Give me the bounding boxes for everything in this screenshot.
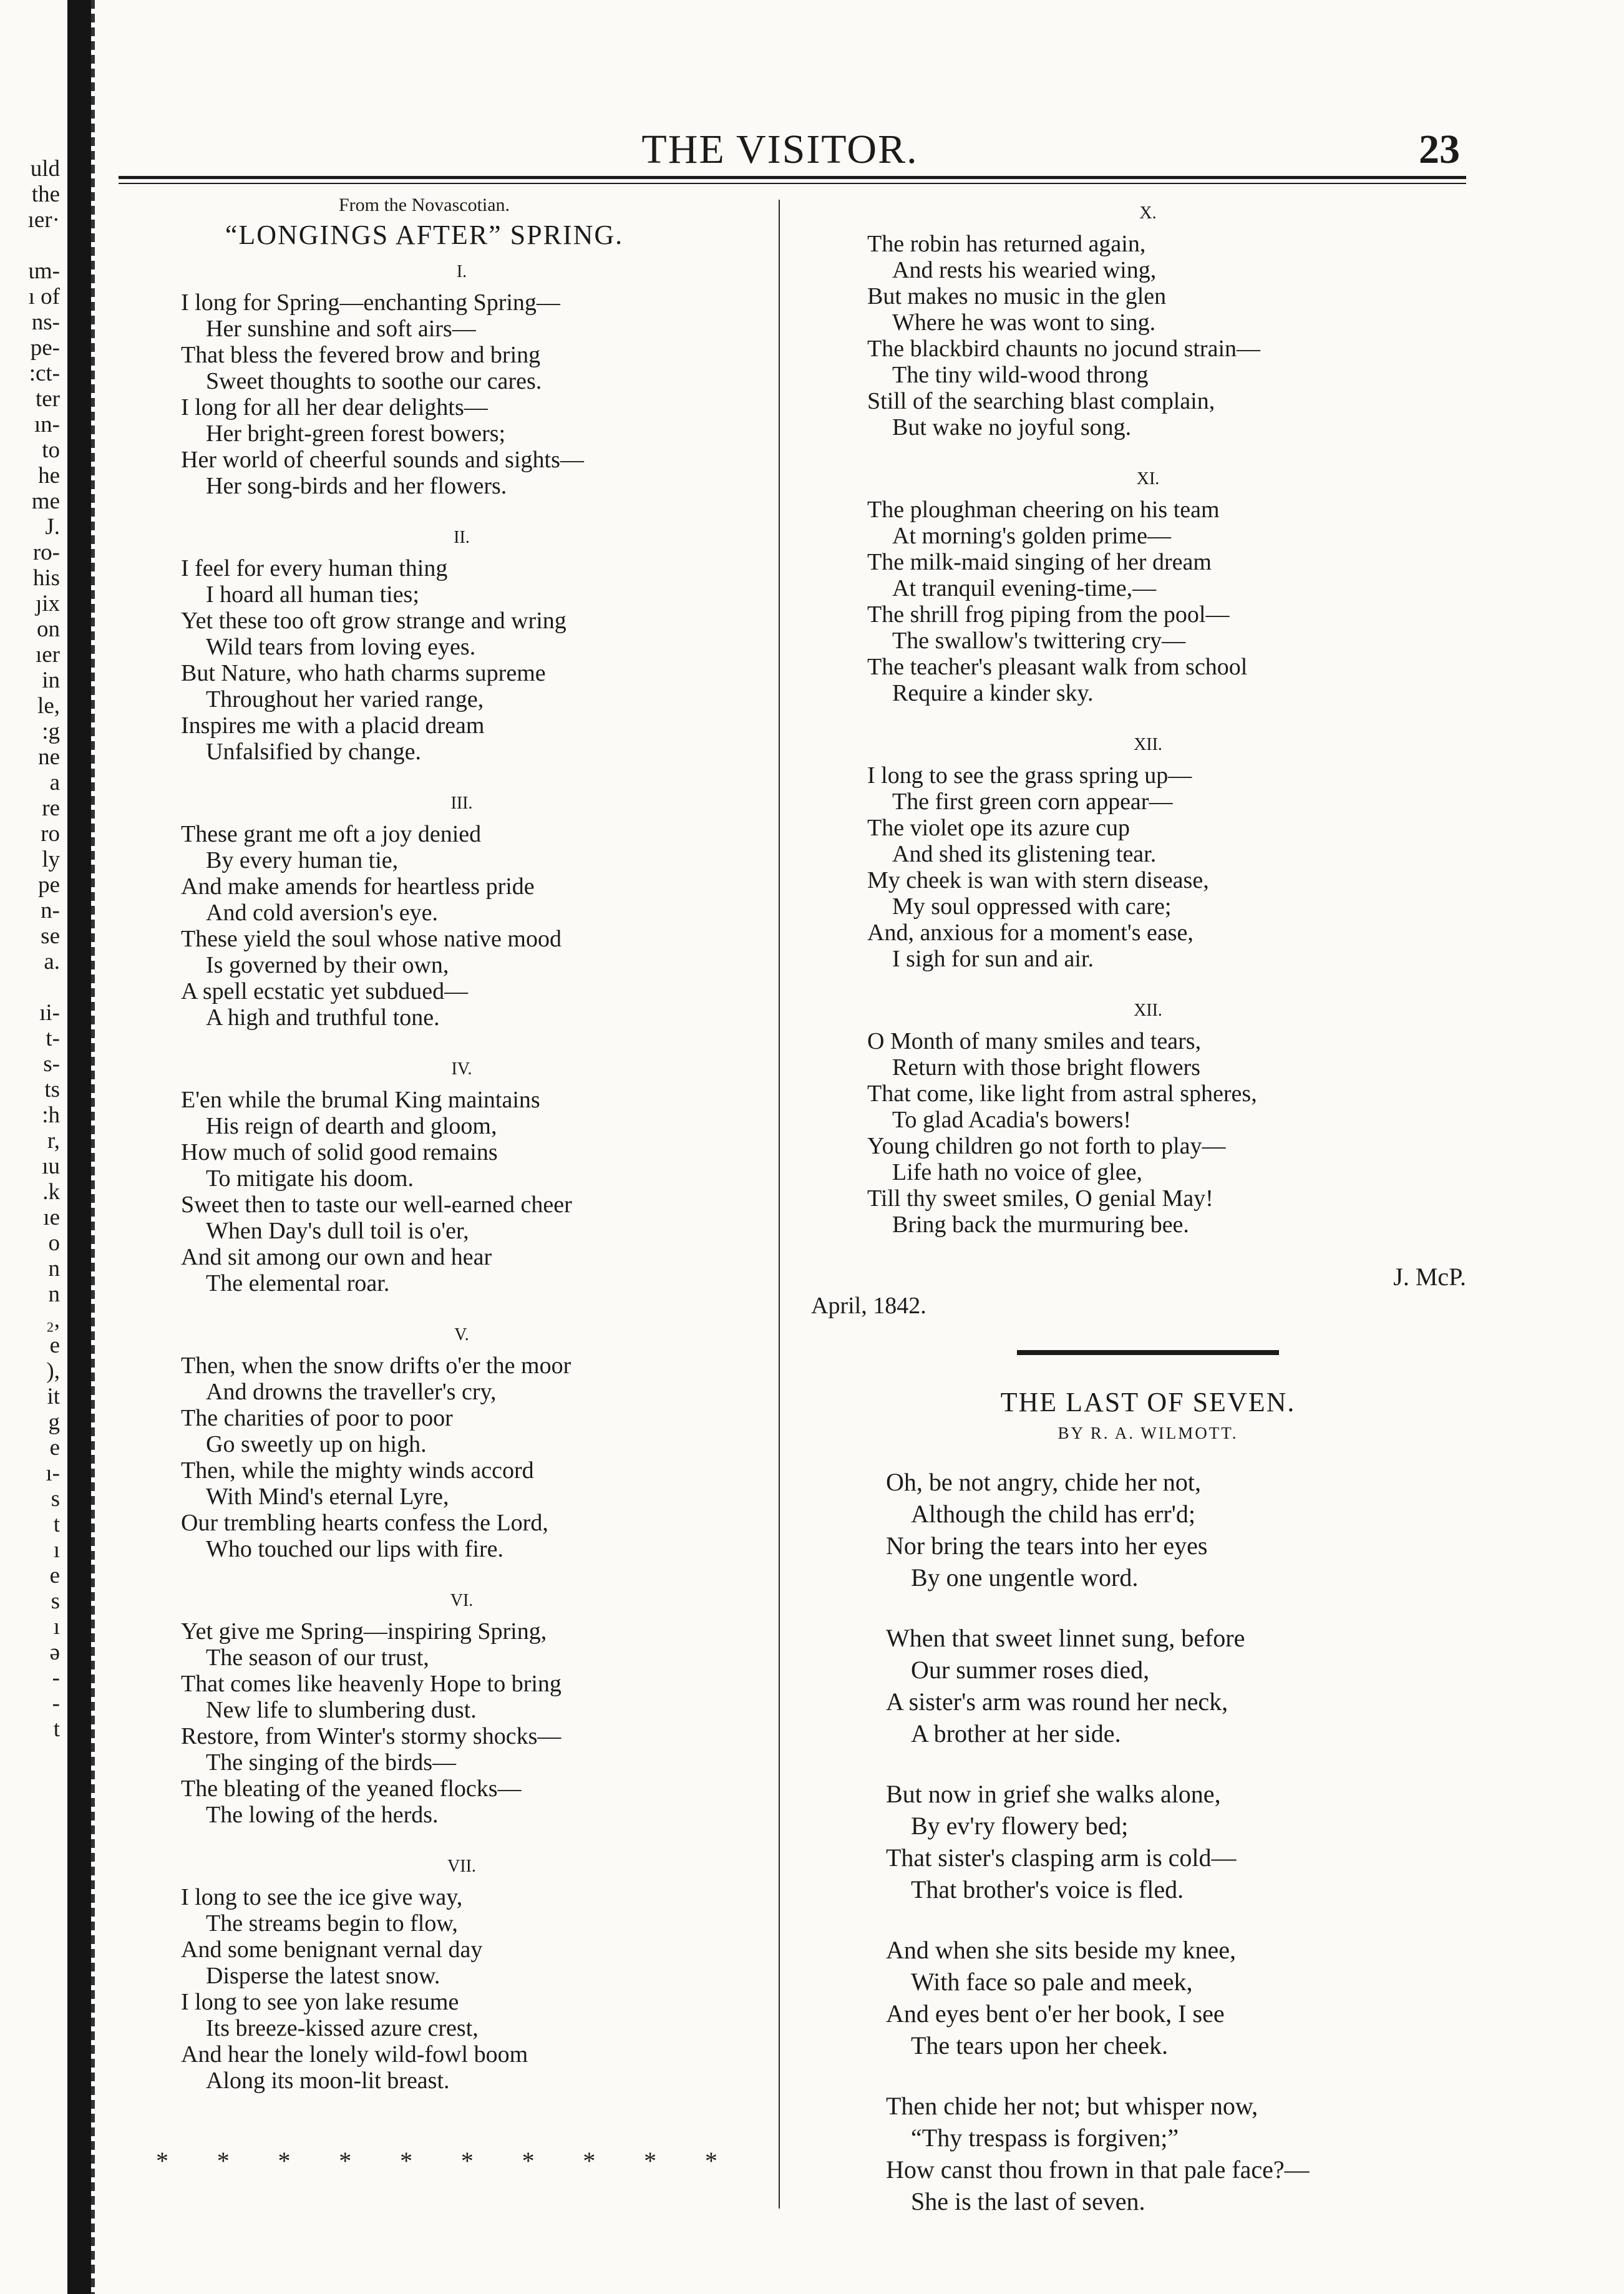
page-number: 23 (1419, 127, 1460, 172)
facing-page-fragment: ter (35, 386, 60, 412)
star-ornament: * (460, 2147, 474, 2175)
verse-line: A high and truthful tone. (206, 1004, 440, 1031)
poem-title: “LONGINGS AFTER” SPRING. (225, 220, 624, 250)
verse-line: E'en while the brumal King maintains (181, 1087, 540, 1113)
facing-page-fragment: n (48, 1281, 60, 1307)
verse-line: Then, when the snow drifts o'er the moor (181, 1353, 571, 1379)
facing-page-fragment: ı (53, 1537, 60, 1563)
verse-line: Our summer roses died, (911, 1656, 1150, 1684)
facing-page-fragment: ly (42, 847, 60, 872)
verse-line: But makes no music in the glen (867, 283, 1167, 309)
verse-line: My soul oppressed with care; (892, 893, 1172, 920)
facing-page-fragment: ro (41, 821, 60, 847)
facing-page-fragment: o (48, 1230, 60, 1256)
verse-line: Yet give me Spring—inspiring Spring, (181, 1618, 547, 1645)
verse-line: The elemental roar. (206, 1270, 390, 1296)
facing-page-fragment: :h (42, 1102, 60, 1128)
verse-line: The charities of poor to poor (181, 1405, 453, 1431)
facing-page-fragment: n (48, 1256, 60, 1281)
stanza-number: XI. (1136, 469, 1160, 488)
verse-line: I long to see the ice give way, (181, 1884, 463, 1910)
facing-page-fragment: ts (44, 1077, 60, 1102)
running-head-title: THE VISITOR. (641, 127, 918, 172)
stanza (181, 1087, 742, 1296)
facing-page-fragment: his (32, 565, 60, 591)
verse-line: Young children go not forth to play— (867, 1133, 1226, 1159)
stanza (181, 1884, 742, 2094)
facing-page-fragment: ₂, (46, 1307, 60, 1333)
running-head (125, 125, 1460, 175)
verse-line: Nor bring the tears into her eyes (886, 1532, 1208, 1560)
facing-page-fragment: ns- (31, 309, 60, 335)
verse-line: And drowns the traveller's cry, (206, 1379, 497, 1405)
star-ornament: * (216, 2147, 230, 2175)
poem2-byline: BY R. A. WILMOTT. (1058, 1424, 1238, 1442)
facing-page-fragment: ı- (46, 1460, 60, 1486)
stanza-number: III. (450, 794, 473, 813)
verse-line: To mitigate his doom. (206, 1165, 414, 1192)
facing-page-fragments (0, 156, 65, 1742)
facing-page-fragment: ıer· (27, 207, 60, 233)
facing-page-fragment: ı of (28, 284, 60, 309)
facing-page-fragment: g (48, 1409, 60, 1435)
facing-page-fragment: re (42, 795, 60, 821)
facing-page-fragment: t- (46, 1026, 60, 1051)
verse-line: Sweet thoughts to soothe our cares. (206, 368, 542, 394)
facing-page-fragment: s (51, 1486, 60, 1512)
facing-page-fragment: to (42, 437, 60, 463)
facing-page-fragment: le, (37, 693, 60, 719)
verse-line: And make amends for heartless pride (181, 873, 535, 900)
verse-line: Her bright-green forest bowers; (206, 420, 506, 447)
facing-page-fragment: ıu (42, 1154, 60, 1179)
left-stanzas (181, 258, 742, 2094)
verse-line: “Thy trespass is forgiven;” (911, 2124, 1179, 2152)
verse-line: Disperse the latest snow. (206, 1963, 440, 1989)
verse-line: That brother's voice is fled. (911, 1875, 1184, 1903)
star-ornament: * (644, 2147, 657, 2175)
verse-line: Who touched our lips with fire. (206, 1536, 504, 1562)
verse-line: And hear the lonely wild-fowl boom (181, 2041, 528, 2068)
star-ornament: * (278, 2147, 291, 2175)
verse-line: And when she sits beside my knee, (886, 1936, 1237, 1964)
facing-page-fragment: a (49, 770, 60, 795)
verse-line: And some benignant vernal day (181, 1937, 483, 1963)
verse-line: The milk-maid singing of her dream (867, 549, 1212, 575)
facing-page-fragment: :ct- (29, 361, 60, 386)
verse-line: The bleating of the yeaned flocks— (181, 1776, 522, 1802)
star-ornament: * (156, 2147, 168, 2175)
verse-line: The first green corn appear— (892, 789, 1173, 815)
star-ornament: * (339, 2147, 352, 2175)
verse-line: The ploughman cheering on his team (867, 497, 1220, 523)
facing-page-fragment: a. (44, 949, 60, 974)
verse-line: By ev'ry flowery bed; (911, 1812, 1129, 1840)
stanza-number: II. (454, 528, 470, 547)
facing-page-fragment: ıe (43, 1205, 60, 1230)
facing-page-fragment: t (53, 1716, 60, 1742)
verse-line: I long for Spring—enchanting Spring— (181, 289, 560, 316)
facing-page-fragment: in (42, 668, 60, 693)
facing-page-fragment: ), (46, 1358, 60, 1384)
header-rule-thin (119, 183, 1466, 184)
verse-line: Yet these too oft grow strange and wring (181, 608, 566, 634)
verse-line: That comes like heavenly Hope to bring (181, 1671, 562, 1697)
verse-line: That sister's clasping arm is cold— (886, 1844, 1237, 1872)
verse-line: How canst thou frown in that pale face?— (886, 2155, 1310, 2184)
verse-line: Her sunshine and soft airs— (206, 316, 476, 342)
stanza (181, 555, 742, 765)
verse-line: By every human tie, (206, 847, 399, 873)
verse-line: But now in grief she walks alone, (886, 1780, 1221, 1808)
stanza-number: X. (1139, 203, 1157, 223)
facing-page-fragment: uld (30, 156, 60, 182)
facing-page-fragment: :g (42, 719, 60, 744)
stanza-number: VI. (450, 1591, 474, 1610)
right-column (811, 193, 1466, 2246)
verse-line: Go sweetly up on high. (206, 1431, 427, 1457)
verse-line: The tears upon her cheek. (911, 2031, 1169, 2059)
page-binding (67, 0, 91, 2294)
verse-line: My cheek is wan with stern disease, (867, 867, 1209, 893)
verse-line: Restore, from Winter's stormy shocks— (181, 1723, 562, 1749)
verse-line: The teacher's pleasant walk from school (867, 654, 1248, 680)
facing-page-fragment: n- (41, 898, 60, 923)
stanza (886, 1622, 1429, 1749)
star-ornament: * (583, 2147, 596, 2175)
verse-line: Although the child has err'd; (911, 1500, 1195, 1528)
stanza (181, 821, 742, 1031)
verse-line: And cold aversion's eye. (206, 900, 438, 926)
star-ornament: * (522, 2147, 535, 2175)
verse-line: When that sweet linnet sung, before (886, 1624, 1245, 1652)
stanza-number: I. (456, 262, 467, 281)
left-column (181, 193, 742, 2119)
verse-line: I sigh for sun and air. (892, 946, 1094, 972)
stanza (886, 1466, 1429, 1593)
stanza (867, 762, 1429, 972)
stanza-number: IV. (451, 1059, 472, 1079)
verse-line: At morning's golden prime— (892, 523, 1171, 549)
facing-page-fragment: s- (43, 1051, 60, 1077)
stanza (867, 497, 1429, 706)
star-ornament: * (704, 2147, 717, 2175)
verse-line: When Day's dull toil is o'er, (206, 1218, 469, 1244)
facing-page-fragment: ı (53, 1614, 60, 1640)
verse-line: Return with those bright flowers (892, 1054, 1200, 1081)
verse-line: Till thy sweet smiles, O genial May! (867, 1185, 1213, 1212)
verse-line: With face so pale and meek, (911, 1968, 1193, 1996)
verse-line: And eyes bent o'er her book, I see (886, 2000, 1225, 2028)
verse-line: Unfalsified by change. (206, 739, 422, 765)
facing-page-fragment: .k (42, 1179, 60, 1205)
facing-page-fragment: e (49, 1563, 60, 1588)
verse-line: I long to see yon lake resume (181, 1989, 459, 2015)
verse-line: The lowing of the herds. (206, 1802, 439, 1828)
verse-line: Still of the searching blast complain, (867, 388, 1215, 414)
verse-line: I long for all her dear delights— (181, 394, 488, 420)
facing-page-fragment: ȷix (35, 591, 60, 616)
verse-line: Its breeze-kissed azure crest, (206, 2015, 479, 2041)
facing-page-fragment: ın- (34, 412, 60, 437)
verse-line: Bring back the murmuring bee. (892, 1212, 1189, 1238)
verse-line: Her song-birds and her flowers. (206, 473, 507, 499)
verse-line: I feel for every human thing (181, 555, 448, 581)
verse-line: And sit among our own and hear (181, 1244, 492, 1270)
verse-line: The singing of the birds— (206, 1749, 457, 1776)
verse-line: To glad Acadia's bowers! (892, 1107, 1132, 1133)
facing-page-fragment: pe- (30, 335, 60, 361)
verse-line: And shed its glistening tear. (892, 841, 1157, 867)
verse-line: The season of our trust, (206, 1645, 429, 1671)
verse-line: Then, while the mighty winds accord (181, 1457, 534, 1484)
verse-line: Is governed by their own, (206, 952, 449, 978)
verse-line: Then chide her not; but whisper now, (886, 2092, 1258, 2120)
verse-line: She is the last of seven. (911, 2187, 1145, 2215)
verse-line: A sister's arm was round her neck, (886, 1688, 1228, 1716)
verse-line: And rests his wearied wing, (892, 257, 1157, 283)
verse-line: The robin has returned again, (867, 231, 1146, 257)
verse-line: Wild tears from loving eyes. (206, 634, 476, 660)
verse-line: A spell ecstatic yet subdued— (181, 978, 469, 1004)
author-signature: J. McP. (1393, 1263, 1466, 1291)
facing-page-fragment: pe (38, 872, 60, 898)
facing-page-fragment: ıer (35, 642, 60, 668)
verse-line: Our trembling hearts confess the Lord, (181, 1510, 548, 1536)
section-break-stars (156, 2146, 717, 2175)
poem-source: From the Novascotian. (338, 195, 510, 215)
facing-page-fragment: on (37, 616, 60, 642)
facing-page-fragment: J. (45, 514, 60, 540)
verse-line: Life hath no voice of glee, (892, 1159, 1142, 1185)
facing-page-fragment: it (47, 1384, 60, 1409)
verse-line: At tranquil evening-time,— (892, 575, 1157, 601)
facing-page-fragment: - (52, 1691, 60, 1716)
stanza (181, 289, 742, 499)
verse-line: That come, like light from astral spheres, (867, 1081, 1257, 1107)
verse-line: The streams begin to flow, (206, 1910, 458, 1937)
facing-page-fragment: the (31, 182, 60, 207)
verse-line: I long to see the grass spring up— (867, 762, 1192, 789)
verse-line: His reign of dearth and gloom, (206, 1113, 497, 1139)
verse-line: These grant me oft a joy denied (181, 821, 482, 847)
verse-line: Sweet then to taste our well-earned cheer (181, 1192, 572, 1218)
facing-page-fragment: ιm- (27, 258, 60, 284)
verse-line: But Nature, who hath charms supreme (181, 660, 546, 686)
verse-line: With Mind's eternal Lyre, (206, 1484, 449, 1510)
verse-line: O Month of many smiles and tears, (867, 1028, 1202, 1054)
facing-page-fragment: me (31, 488, 60, 514)
stanza (886, 1778, 1429, 1905)
verse-line: The violet ope its azure cup (867, 815, 1130, 841)
facing-page-fragment: e (49, 1333, 60, 1358)
facing-page-fragment: ə (49, 1640, 60, 1665)
binding-edge (91, 0, 95, 2294)
verse-line: But wake no joyful song. (892, 414, 1132, 440)
ornamental-rule (1017, 1350, 1279, 1355)
header-rule (119, 176, 1466, 179)
verse-line: Throughout her varied range, (206, 686, 484, 712)
facing-page-fragment: se (41, 923, 60, 949)
verse-line: Require a kinder sky. (892, 680, 1094, 706)
facing-page-fragment: ıi- (39, 1000, 60, 1026)
verse-line: Her world of cheerful sounds and sights— (181, 447, 584, 473)
facing-page-fragment: r, (47, 1128, 60, 1154)
verse-line: The swallow's twittering cry— (892, 628, 1186, 654)
poem-date: April, 1842. (811, 1293, 926, 1319)
facing-page-fragment: t (53, 1512, 60, 1537)
verse-line: The tiny wild-wood throng (892, 362, 1149, 388)
facing-page-fragment: - (52, 1665, 60, 1691)
verse-line: And, anxious for a moment's ease, (867, 920, 1194, 946)
verse-line: A brother at her side. (911, 1719, 1121, 1747)
verse-line: By one ungentle word. (911, 1563, 1139, 1592)
facing-page-fragment: ro- (32, 540, 60, 565)
verse-line: The shrill frog piping from the pool— (867, 601, 1230, 628)
star-ornament: * (400, 2147, 413, 2175)
right-stanzas (867, 200, 1429, 1238)
stanza (867, 1028, 1429, 1238)
stanza (867, 231, 1429, 440)
verse-line: I hoard all human ties; (206, 581, 419, 608)
verse-line: These yield the soul whose native mood (181, 926, 562, 952)
stanza-number: V. (454, 1325, 469, 1344)
facing-page-fragment: he (38, 463, 60, 488)
stanza (886, 1934, 1429, 2061)
column-divider (779, 200, 780, 2209)
stanza (181, 1618, 742, 1828)
stanza (181, 1353, 742, 1562)
verse-line: How much of solid good remains (181, 1139, 498, 1165)
verse-line: New life to slumbering dust. (206, 1697, 477, 1723)
poem2-stanzas (867, 1466, 1429, 2217)
facing-page-fragment: e (49, 1435, 60, 1460)
verse-line: Along its moon-lit breast. (206, 2068, 450, 2094)
poem2-title: THE LAST OF SEVEN. (1000, 1387, 1296, 1417)
stanza-number: XII. (1134, 1001, 1162, 1020)
verse-line: Oh, be not angry, chide her not, (886, 1468, 1202, 1496)
stanza (886, 2090, 1429, 2217)
facing-page-fragment: s (51, 1588, 60, 1614)
facing-page-fragment: ne (38, 744, 60, 770)
verse-line: That bless the fevered brow and bring (181, 342, 541, 368)
stanza-number: VII. (447, 1857, 476, 1876)
verse-line: Where he was wont to sing. (892, 309, 1156, 336)
stanza-number: XII. (1134, 735, 1162, 754)
verse-line: Inspires me with a placid dream (181, 712, 485, 739)
verse-line: The blackbird chaunts no jocund strain— (867, 336, 1261, 362)
